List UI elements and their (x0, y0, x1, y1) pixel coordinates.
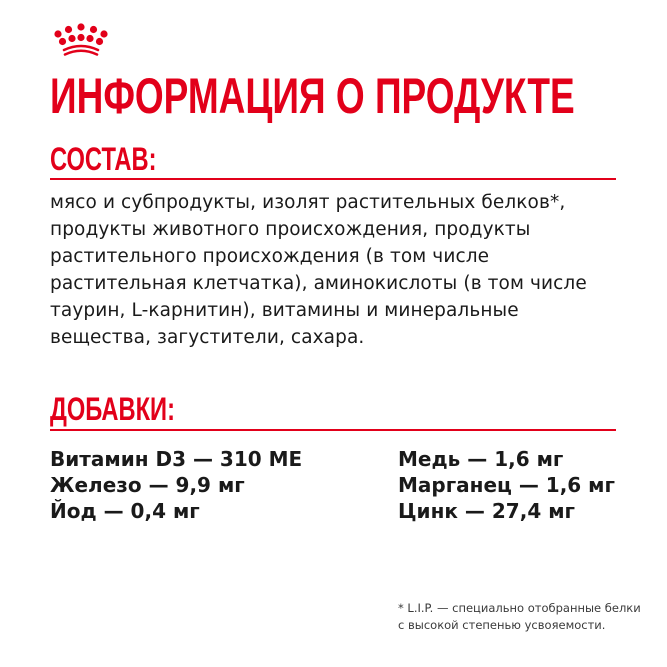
additives-list-left (50, 446, 302, 524)
composition-line: растительного происхождения (в том числе (50, 246, 490, 267)
additives-heading: ДОБАВКИ: (50, 391, 175, 427)
footnote-line: * L.I.P. — специально отобранные белки (398, 601, 641, 615)
additive-item: Железо — 9,9 мг (50, 473, 245, 497)
composition-line: таурин, L-карнитин), витамины и минеральные (50, 300, 519, 321)
composition-text (50, 189, 620, 351)
composition-heading: СОСТАВ: (50, 141, 157, 177)
additive-item: Йод — 0,4 мг (50, 499, 200, 523)
additive-item: Марганец — 1,6 мг (398, 473, 615, 497)
composition-line: вещества, загустители, сахара. (50, 327, 365, 348)
additives-list-right (398, 446, 615, 524)
additive-item: Витамин D3 — 310 МЕ (50, 447, 303, 471)
royal-crown-icon (52, 22, 110, 58)
composition-line: мясо и субпродукты, изолят растительных белков*, (50, 192, 566, 213)
composition-line: продукты животного происхождения, продукты (50, 219, 531, 240)
additives-divider (50, 429, 616, 431)
additive-item: Медь — 1,6 мг (398, 447, 564, 471)
page-title: ИНФОРМАЦИЯ О ПРОДУКТЕ (50, 68, 575, 124)
footnote (398, 600, 641, 634)
additive-item: Цинк — 27,4 мг (398, 499, 575, 523)
composition-divider (50, 178, 616, 180)
composition-line: растительная клетчатка), аминокислоты (в том числе (50, 273, 587, 294)
footnote-line: с высокой степенью усвояемости. (398, 618, 606, 632)
